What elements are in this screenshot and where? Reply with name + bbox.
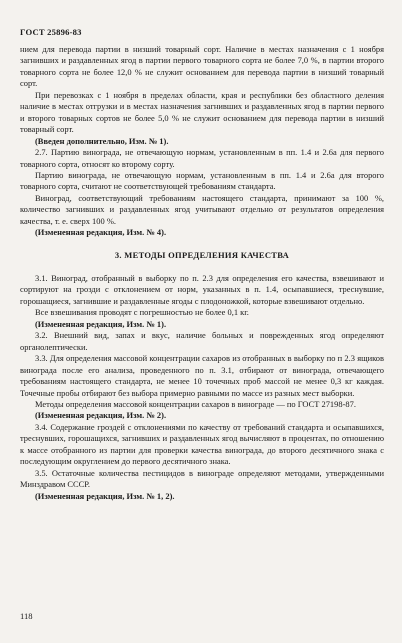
section-heading: 3. МЕТОДЫ ОПРЕДЕЛЕНИЯ КАЧЕСТВА: [114, 250, 290, 261]
paragraph-3-1: 3.1. Виноград, отобранный в выборку по п. 2.3 для определения его качества, взвешивают и сортируют на грозди с отклонением от норм, указанных в п. 1.4, осыпавшиеся, треснувшие, горошащиеся, загнившие и раздавленные ягоды с плодоножкой, которые взвешивают отдельно.: [20, 273, 384, 306]
paragraph-weighing: Все взвешивания проводят с погрешностью не более 0,1 кг.: [35, 307, 249, 318]
amendment-note: (Измененная редакция, Изм. № 4).: [35, 227, 167, 238]
paragraph-second-grade: Партию винограда, не отвечающую нормам, установленным в пп. 1.4 и 2.6а для второго товарного сорта, считают не соответствующей требованиям стандарта.: [20, 169, 384, 192]
paragraph-3-5: 3.5. Остаточные количества пестицидов в винограде определяют методами, утвержденными Минздравом СССР.: [20, 467, 384, 490]
amendment-note: (Измененная редакция, Изм. № 1, 2).: [35, 490, 175, 501]
amendment-note: (Измененная редакция, Изм. № 2).: [35, 410, 167, 421]
page-number: 118: [20, 611, 33, 621]
paragraph-transport: При перевозках с 1 ноября в пределах области, края и республики без областного деления наличие в местах отгрузки и в местах назначения загнивших и раздавленных ягод в партии первого и второго товарных сортов не более 5,0 % не служит основанием для перевода партии в низший товарный сорт.: [20, 89, 384, 135]
amendment-note: (Измененная редакция, Изм. № 1).: [35, 318, 167, 329]
paragraph-methods: Методы определения массовой концентрации сахаров в винограде — по ГОСТ 27198-87.: [35, 399, 356, 410]
document-header: ГОСТ 25896-83: [20, 27, 82, 37]
paragraph-3-2: 3.2. Внешний вид, запах и вкус, наличие больных и поврежденных ягод определяют органолептически.: [20, 330, 384, 352]
paragraph-2-7: 2.7. Партию винограда, не отвечающую нормам, установленным в пп. 1.4 и 2.6а для первого товарного сорта, относят ко второму сорту.: [20, 147, 384, 169]
paragraph-acceptance: Виноград, соответствующий требованиям настоящего стандарта, принимают за 100 %, количество загнивших и раздавленных ягод учитывают отдельно от результатов определения качества, т. е. сверх 100 %.: [20, 192, 384, 226]
paragraph-continuation: нием для перевода партии в низший товарный сорт. Наличие в местах назначения с 1 ноября загнивших и раздавленных ягод в партии первого товарного сорта не более 7,0 %, в партии второго товарного сорта не более 12,0 % не служит основанием для перевода партии в низший товарный сорт.: [20, 44, 384, 89]
amendment-note: (Введен дополнительно, Изм. № 1).: [35, 135, 169, 146]
paragraph-3-4: 3.4. Содержание гроздей с отклонениями по качеству от требований стандарта и осыпавшихся, треснувших, горошащихся, загнивших и раздавленных ягод вычисляют в процентах, по отношению к массе отобранного из партии для проверки качества винограда, до второго десятичного знака с последующим округлением до первого десятичного знака.: [20, 421, 384, 467]
paragraph-3-3: 3.3. Для определения массовой концентрации сахаров из отобранных в выборку по п 2.3 ящиков винограда после его анализа, проведенного по п. 3.1, отбирают от винограда, отвечающего требованиям настоящего стандарта, не менее 10 точечных проб массой не менее 0,3 кг каждая. Точечные пробы отбирают без выбора примерно равными по массе из разных мест выборки.: [20, 353, 384, 398]
document-body: [20, 44, 384, 502]
